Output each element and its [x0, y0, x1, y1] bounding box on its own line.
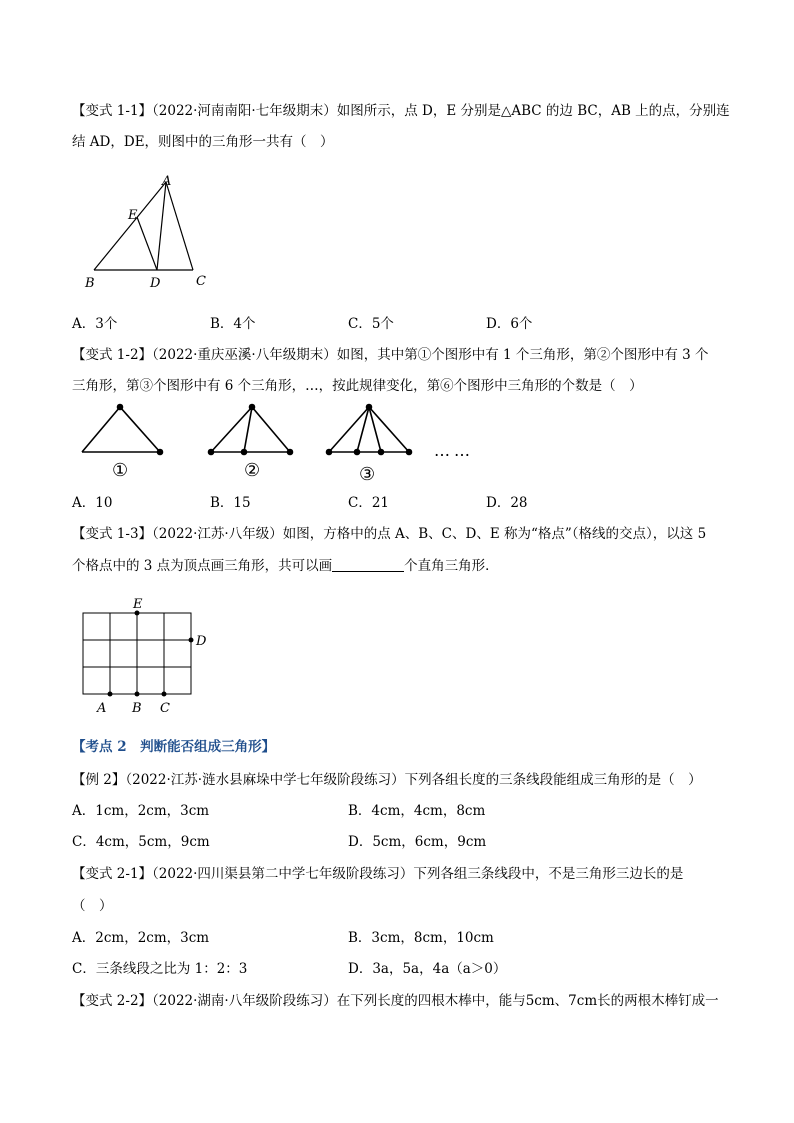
q1-option-d: D．6个	[486, 316, 533, 332]
q5-text-line1: 【变式 2-1】（2022·四川渠县第二中学七年级阶段练习）下列各组三条线段中，不是三角形三边长的是	[72, 866, 684, 882]
q3-label-d: D	[196, 634, 207, 649]
q3-text-after-blank: 个直角三角形．	[404, 558, 499, 574]
q2-pattern-figure	[72, 398, 512, 488]
q6-text-line1: 【变式 2-2】（2022·湖南·八年级阶段练习）在下列长度的四根木棒中，能与5cm、7cm长的两根木棒钉成一	[72, 993, 719, 1009]
q3-label-c: C	[160, 701, 170, 716]
q1-label-a: A	[162, 174, 172, 189]
q4-option-c: C．4cm，5cm，9cm	[72, 834, 210, 850]
q1-option-c: C．5个	[348, 316, 394, 332]
q1-label-b: B	[85, 276, 95, 291]
q2-ellipsis: ……	[434, 441, 474, 460]
q2-option-d: D．28	[486, 495, 528, 511]
q3-answer-blank	[332, 557, 404, 572]
q1-label-c: C	[196, 274, 206, 289]
q5-option-a: A．2cm，2cm，3cm	[72, 930, 210, 946]
q4-option-d: D．5cm，6cm，9cm	[348, 834, 487, 850]
q4-option-b: B．4cm，4cm，8cm	[348, 803, 486, 819]
q3-grid-figure	[70, 594, 220, 719]
q3-text-before-blank: 个格点中的 3 点为顶点画三角形，共可以画	[72, 558, 333, 574]
q5-option-c: C．三条线段之比为 1：2：3	[72, 961, 248, 977]
q2-text-line1: 【变式 1-2】（2022·重庆巫溪·八年级期末）如图，其中第①个图形中有 1 个三角形，第②个图形中有 3 个	[72, 347, 709, 363]
q1-label-d: D	[150, 276, 161, 291]
q1-label-e: E	[128, 208, 138, 223]
q2-option-c: C．21	[348, 495, 390, 511]
q2-figure-label-2: ②	[244, 460, 261, 481]
q2-option-a: A．10	[72, 495, 113, 511]
q1-option-a: A．3个	[72, 316, 118, 332]
q5-option-d: D．3a，5a，4a（a＞0）	[348, 961, 507, 977]
q3-text-line2	[72, 557, 499, 575]
q3-label-e: E	[133, 597, 143, 612]
q4-text-line1: 【例 2】（2022·江苏·涟水县麻垛中学七年级阶段练习）下列各组长度的三条线段能组成三角形的是（ ）	[72, 772, 702, 788]
q2-figure-label-1: ①	[112, 460, 129, 481]
q1-text-line1: 【变式 1-1】（2022·河南南阳·七年级期末）如图所示，点 D，E 分别是△ABC 的边 BC，AB 上的点，分别连	[72, 103, 730, 119]
q1-option-b: B．4个	[210, 316, 256, 332]
q2-option-b: B．15	[210, 495, 251, 511]
q3-text-line1: 【变式 1-3】（2022·江苏·八年级）如图，方格中的点 A、B、C、D、E 称为“格点”（格线的交点），以这 5	[72, 526, 707, 542]
q1-triangle-figure	[80, 170, 220, 295]
q5-option-b: B．3cm，8cm，10cm	[348, 930, 494, 946]
q5-text-line2: （ ）	[72, 898, 113, 914]
q3-label-b: B	[132, 701, 142, 716]
section-heading: 【考点 2 判断能否组成三角形】	[72, 739, 276, 755]
q4-option-a: A．1cm，2cm，3cm	[72, 803, 210, 819]
q2-figure-label-3: ③	[359, 464, 376, 485]
q1-text-line2: 结 AD，DE，则图中的三角形一共有（ ）	[72, 134, 334, 150]
q2-text-line2: 三角形，第③个图形中有 6 个三角形，…，按此规律变化，第⑥个图形中三角形的个数是（ ）	[72, 378, 643, 394]
q3-label-a: A	[97, 701, 107, 716]
